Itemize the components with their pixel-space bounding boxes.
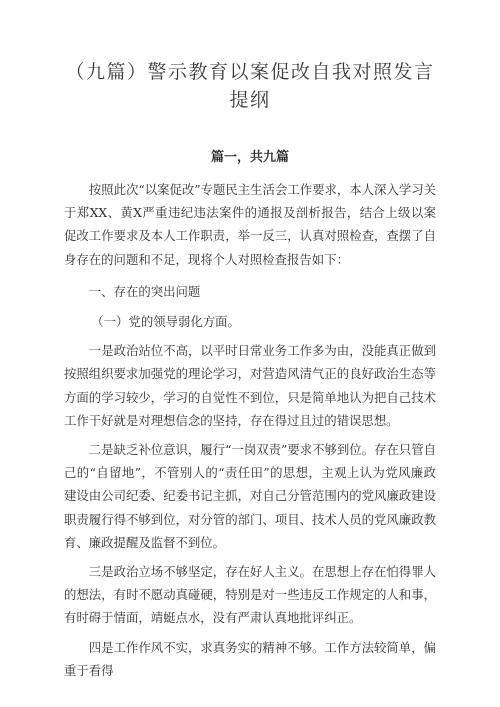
intro-paragraph: 按照此次“以案促改”专题民主生活会工作要求，本人深入学习关于郑XX、黄X严重违纪违法案件的通报及剖析报告，结合上级以案促改工作要求及本人工作职责，举一反三，认真对照检查，查摆了自身存在的问题和不足，现将个人对照检查报告如下： — [64, 182, 437, 267]
body-paragraph-3: 三是政治立场不够坚定，存在好人主义。在思想上存在怕得罪人的想法，有时不愿动真碰硬，特别是对一些违反工作规定的人和事，有时碍于情面，靖蜓点水，没有严肃认真地批评纠正。 — [64, 564, 436, 626]
document-subtitle: 篇一，共九篇 — [210, 150, 289, 165]
document-title: （九篇）警示教育以案促改自我对照发言提纲 — [65, 61, 435, 111]
body-paragraph-1: 一是政治站位不高，以平时日常业务工作多为由，没能真正做到按照组织要求加强党的理论学习，对营造风清气正的良好政治生态等方面的学习较少，学习的自觉性不到位，只是简单地认为把自己技术工作干好就是对理想信念的坚持，存在得过且过的错误思想。 — [64, 343, 436, 428]
body-paragraph-2: 二是缺乏补位意识，履行“一岗双责”要求不够到位。存在只管自己的“自留地”，不管别人的“责任田”的思想，主观上认为党风廉政建设由公司纪委、纪委书记主抓，对自己分管范围内的党风廉政建设职责履行得不够到位，对分管的部门、项目、技术人员的党风廉政教育、廉政提醒及监督不到位。 — [64, 442, 437, 550]
section-heading: 一、存在的突出问题 — [88, 283, 201, 299]
body-paragraph-4: 四是工作作风不实，求真务实的精神不够。工作方法较简单，偏重于看得 — [64, 639, 436, 678]
subsection-heading: （一）党的领导弱化方面。 — [91, 314, 240, 330]
